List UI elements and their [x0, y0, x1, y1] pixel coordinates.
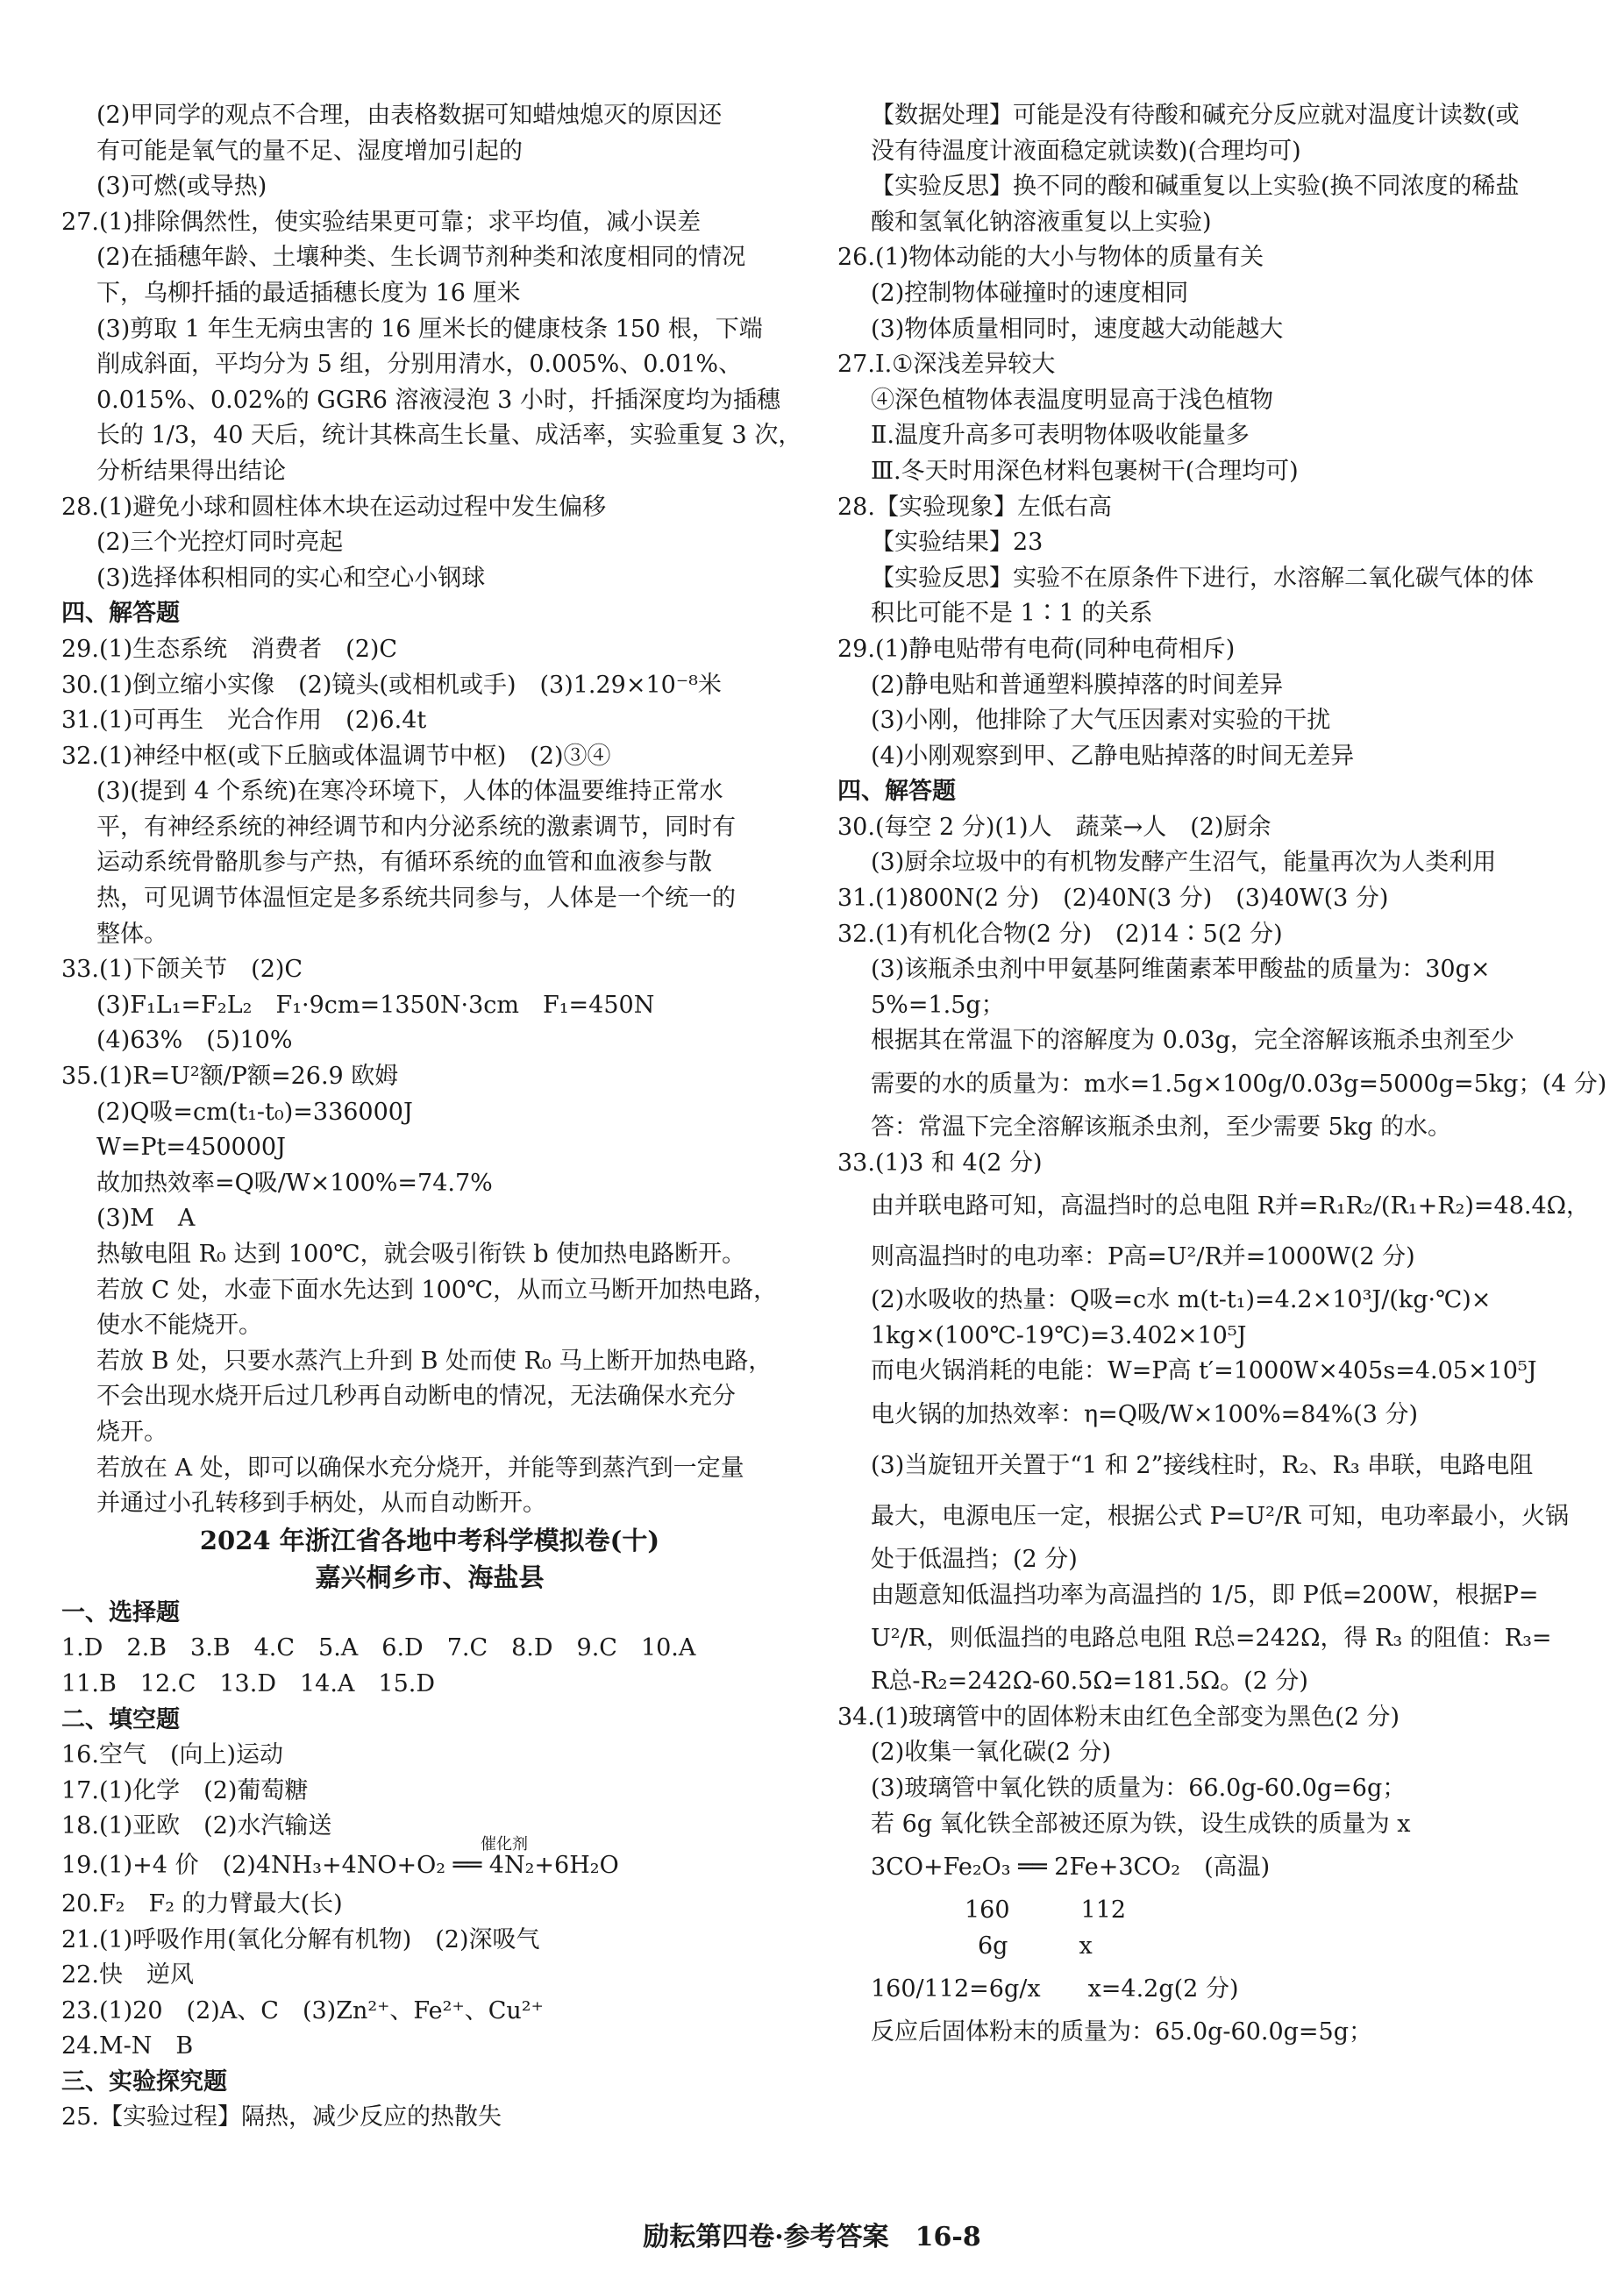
- text-line: (3)玻璃管中氧化铁的质量为：66.0g-60.0g=6g；: [871, 1774, 1407, 1802]
- page-footer: 励耘第四卷·参考答案 16-8: [643, 2222, 981, 2252]
- text-line: (3)M A: [96, 1205, 196, 1233]
- section-heading: 三、实验探究题: [61, 2067, 227, 2096]
- text-line: (3)物体质量相同时，速度越大动能越大: [871, 315, 1284, 343]
- text-line: U²/R，则低温挡的电路总电阻 R总=242Ω，得 R₃ 的阻值：R₃=: [871, 1625, 1552, 1653]
- text-line: (2)Q吸=cm(t₁-t₀)=336000J: [96, 1098, 413, 1126]
- text-line: 由题意知低温挡功率为高温挡的 1/5，即 P低=200W，根据P=: [871, 1581, 1539, 1609]
- text-line: 下，乌柳扦插的最适插穗长度为 16 厘米: [96, 279, 521, 307]
- text-line: 平，有神经系统的神经调节和内分泌系统的激素调节，同时有: [96, 813, 736, 841]
- text-line: W=Pt=450000J: [96, 1134, 286, 1162]
- text-line: 并通过小孔转移到手柄处，从而自动断开。: [96, 1490, 546, 1518]
- text-line: 酸和氢氧化钠溶液重复以上实验): [871, 208, 1212, 236]
- text-line: 160 112: [965, 1896, 1127, 1925]
- text-line: 27.(1)排除偶然性，使实验结果更可靠；求平均值，减小误差: [61, 208, 702, 236]
- text-line: (3)(提到 4 个系统)在寒冷环境下，人体的体温要维持正常水: [96, 778, 723, 806]
- text-line: 1kg×(100℃-19℃)=3.402×10⁵J: [871, 1321, 1247, 1349]
- right-column: [837, 98, 1607, 2051]
- section-heading: 二、填空题: [61, 1705, 180, 1733]
- text-line: 根据其在常温下的溶解度为 0.03g，完全溶解该瓶杀虫剂至少: [871, 1027, 1514, 1055]
- exam-subtitle: 嘉兴桐乡市、海盐县: [315, 1562, 545, 1592]
- text-line: ④深色植物体表温度明显高于浅色植物: [871, 386, 1273, 414]
- text-line: 33.(1)下颌关节 (2)C: [61, 956, 303, 984]
- text-line: 17.(1)化学 (2)葡萄糖: [61, 1776, 309, 1804]
- text-line: 34.(1)玻璃管中的固体粉末由红色全部变为黑色(2 分): [837, 1703, 1400, 1731]
- text-line: 33.(1)3 和 4(2 分): [837, 1149, 1043, 1177]
- text-line: (3)厨余垃圾中的有机物发酵产生沼气，能量再次为人类利用: [871, 849, 1497, 877]
- text-line: 【实验结果】23: [871, 529, 1043, 557]
- text-line: 若 6g 氧化铁全部被还原为铁，设生成铁的质量为 x: [871, 1810, 1411, 1838]
- exam-title: 2024 年浙江省各地中考科学模拟卷(十): [199, 1525, 660, 1555]
- text-line: 整体。: [96, 920, 167, 948]
- text-line: 18.(1)亚欧 (2)水汽输送: [61, 1812, 332, 1840]
- text-line: 没有待温度计液面稳定就读数)(合理均可): [871, 137, 1301, 165]
- text-line: 电火锅的加热效率：η=Q吸/W×100%=84%(3 分): [871, 1401, 1419, 1428]
- text-line: 答：常温下完全溶解该瓶杀虫剂，至少需要 5kg 的水。: [871, 1114, 1451, 1142]
- text-line: 20.F₂ F₂ 的力臂最大(长): [61, 1889, 343, 1918]
- text-line: 处于低温挡；(2 分): [871, 1546, 1078, 1573]
- text-line: 【数据处理】可能是没有待酸和碱充分反应就对温度计读数(或: [871, 102, 1520, 129]
- text-line: 故加热效率=Q吸/W×100%=74.7%: [96, 1169, 493, 1197]
- text-line: 长的 1/3，40 天后，统计其株高生长量、成活率，实验重复 3 次，: [96, 422, 802, 450]
- text-line: 热敏电阻 R₀ 达到 100℃，就会吸引衔铁 b 使加热电路断开。: [96, 1241, 746, 1268]
- text-line: (2)三个光控灯同时亮起: [96, 529, 344, 557]
- section-heading: 四、解答题: [837, 778, 956, 806]
- text-line: (4)63% (5)10%: [96, 1027, 293, 1055]
- text-line: 32.(1)神经中枢(或下丘脑或体温调节中枢) (2)③④: [61, 742, 611, 770]
- text-line: (2)静电贴和普通塑料膜掉落的时间差异: [871, 671, 1284, 699]
- text-line: 35.(1)R=U²额/P额=26.9 欧姆: [61, 1063, 399, 1091]
- text-line: 由并联电路可知，高温挡时的总电阻 R并=R₁R₂/(R₁+R₂)=48.4Ω，: [871, 1192, 1591, 1220]
- text-line: 11.B 12.C 13.D 14.A 15.D: [61, 1669, 435, 1697]
- text-line: 30.(每空 2 分)(1)人 蔬菜→人 (2)厨余: [837, 813, 1271, 841]
- text-line: (2)收集一氧化碳(2 分): [871, 1739, 1112, 1767]
- text-line: 26.(1)物体动能的大小与物体的质量有关: [837, 244, 1264, 272]
- text-line: 29.(1)静电贴带有电荷(同种电荷相斥): [837, 635, 1236, 663]
- text-line: 烧开。: [96, 1418, 167, 1446]
- text-line: (3)小刚，他排除了大气压因素对实验的干扰: [871, 707, 1331, 735]
- text-line: (2)甲同学的观点不合理，由表格数据可知蜡烛熄灭的原因还: [96, 102, 723, 129]
- text-line: (2)控制物体碰撞时的速度相同: [871, 279, 1189, 307]
- text-line: 23.(1)20 (2)A、C (3)Zn²⁺、Fe²⁺、Cu²⁺: [61, 1996, 544, 2024]
- left-column: [61, 98, 802, 2136]
- text-line: 24.M-N B: [61, 2032, 194, 2060]
- text-line: 反应后固体粉末的质量为：65.0g-60.0g=5g；: [871, 2018, 1373, 2046]
- text-line: 6g x: [978, 1932, 1093, 1960]
- text-line: 32.(1)有机化合物(2 分) (2)14∶5(2 分): [837, 920, 1283, 948]
- text-line: R总-R₂=242Ω-60.5Ω=181.5Ω。(2 分): [871, 1668, 1308, 1696]
- text-line: 27.Ⅰ.①深浅差异较大: [837, 351, 1056, 379]
- text-line: (2)在插穗年龄、土壤种类、生长调节剂种类和浓度相同的情况: [96, 244, 746, 272]
- text-line: 而电火锅消耗的电能：W=P高 t′=1000W×405s=4.05×10⁵J: [871, 1357, 1537, 1385]
- text-line: 若放 B 处，只要水蒸汽上升到 B 处而使 R₀ 马上断开加热电路，: [96, 1347, 773, 1375]
- text-line: (3)剪取 1 年生无病虫害的 16 厘米长的健康枝条 150 根，下端: [96, 315, 763, 343]
- text-line: (3)选择体积相同的实心和空心小钢球: [96, 564, 486, 592]
- text-line: 28.(1)避免小球和圆柱体木块在运动过程中发生偏移: [61, 493, 607, 521]
- text-line: (3)当旋钮开关置于“1 和 2”接线柱时，R₂、R₃ 串联，电路电阻: [871, 1452, 1534, 1479]
- text-line: (2)水吸收的热量：Q吸=c水 m(t-t₁)=4.2×10³J/(kg·℃)×: [871, 1286, 1492, 1314]
- text-line: 25.【实验过程】隔热，减少反应的热散失: [61, 2103, 502, 2131]
- text-line: 削成斜面，平均分为 5 组，分别用清水，0.005%、0.01%、: [96, 351, 743, 379]
- text-line: 31.(1)可再生 光合作用 (2)6.4t: [61, 707, 427, 735]
- text-line: 21.(1)呼吸作用(氧化分解有机物) (2)深吸气: [61, 1925, 540, 1953]
- text-line: 最大，电源电压一定，根据公式 P=U²/R 可知，电功率最小，火锅: [871, 1503, 1569, 1530]
- text-line: 5%=1.5g；: [871, 991, 1005, 1019]
- text-line: 运动系统骨骼肌参与产热，有循环系统的血管和血液参与散: [96, 849, 712, 877]
- text-line: 22.快 逆风: [61, 1961, 194, 1989]
- text-line: 使水不能烧开。: [96, 1312, 262, 1340]
- text-line: 19.(1)+4 价 (2)4NH₃+4NO+O₂ ══ 4N₂+6H₂O: [61, 1851, 619, 1879]
- text-line: 30.(1)倒立缩小实像 (2)镜头(或相机或手) (3)1.29×10⁻⁸米: [61, 671, 722, 699]
- text-line: 若放在 A 处，即可以确保水充分烧开，并能等到蒸汽到一定量: [96, 1454, 744, 1482]
- text-line: 28.【实验现象】左低右高: [837, 493, 1112, 521]
- text-line: 【实验反思】实验不在原条件下进行，水溶解二氧化碳气体的体: [871, 564, 1534, 592]
- text-line: 31.(1)800N(2 分) (2)40N(3 分) (3)40W(3 分): [837, 885, 1389, 913]
- section-heading: 四、解答题: [61, 600, 180, 628]
- text-line: (3)该瓶杀虫剂中甲氨基阿维菌素苯甲酸盐的质量为：30g×: [871, 956, 1491, 984]
- text-line: Ⅲ.冬天时用深色材料包裹树干(合理均可): [871, 457, 1299, 485]
- text-line: (3)F₁L₁=F₂L₂ F₁·9cm=1350N·3cm F₁=450N: [96, 991, 655, 1019]
- text-line: 29.(1)生态系统 消费者 (2)C: [61, 635, 398, 663]
- text-line: 3CO+Fe₂O₃ ══ 2Fe+3CO₂ (高温): [871, 1854, 1271, 1882]
- text-line: (4)小刚观察到甲、乙静电贴掉落的时间无差异: [871, 742, 1355, 770]
- text-line: 若放 C 处，水壶下面水先达到 100℃，从而立马断开加热电路，: [96, 1276, 778, 1304]
- text-line: 不会出现水烧开后过几秒再自动断电的情况，无法确保水充分: [96, 1383, 736, 1411]
- catalyst-label: 催化剂: [481, 1834, 528, 1854]
- text-line: 16.空气 (向上)运动: [61, 1741, 284, 1769]
- text-line: 则高温挡时的电功率：P高=U²/R并=1000W(2 分): [871, 1243, 1415, 1271]
- section-heading: 一、选择题: [61, 1598, 180, 1626]
- text-line: 需要的水的质量为：m水=1.5g×100g/0.03g=5000g=5kg；(4 分): [871, 1071, 1607, 1099]
- text-line: 0.015%、0.02%的 GGR6 溶液浸泡 3 小时，扦插深度均为插穗: [96, 386, 780, 414]
- text-line: (3)可燃(或导热): [96, 173, 267, 201]
- text-line: Ⅱ.温度升高多可表明物体吸收能量多: [871, 422, 1250, 450]
- text-line: 1.D 2.B 3.B 4.C 5.A 6.D 7.C 8.D 9.C 10.A: [61, 1634, 696, 1662]
- text-line: 热，可见调节体温恒定是多系统共同参与，人体是一个统一的: [96, 885, 736, 913]
- text-line: 160/112=6g/x x=4.2g(2 分): [871, 1975, 1239, 2003]
- text-line: 分析结果得出结论: [96, 457, 286, 485]
- text-line: 【实验反思】换不同的酸和碱重复以上实验(换不同浓度的稀盐: [871, 173, 1520, 201]
- text-line: 有可能是氧气的量不足、湿度增加引起的: [96, 137, 523, 165]
- text-line: 积比可能不是 1∶1 的关系: [871, 600, 1153, 628]
